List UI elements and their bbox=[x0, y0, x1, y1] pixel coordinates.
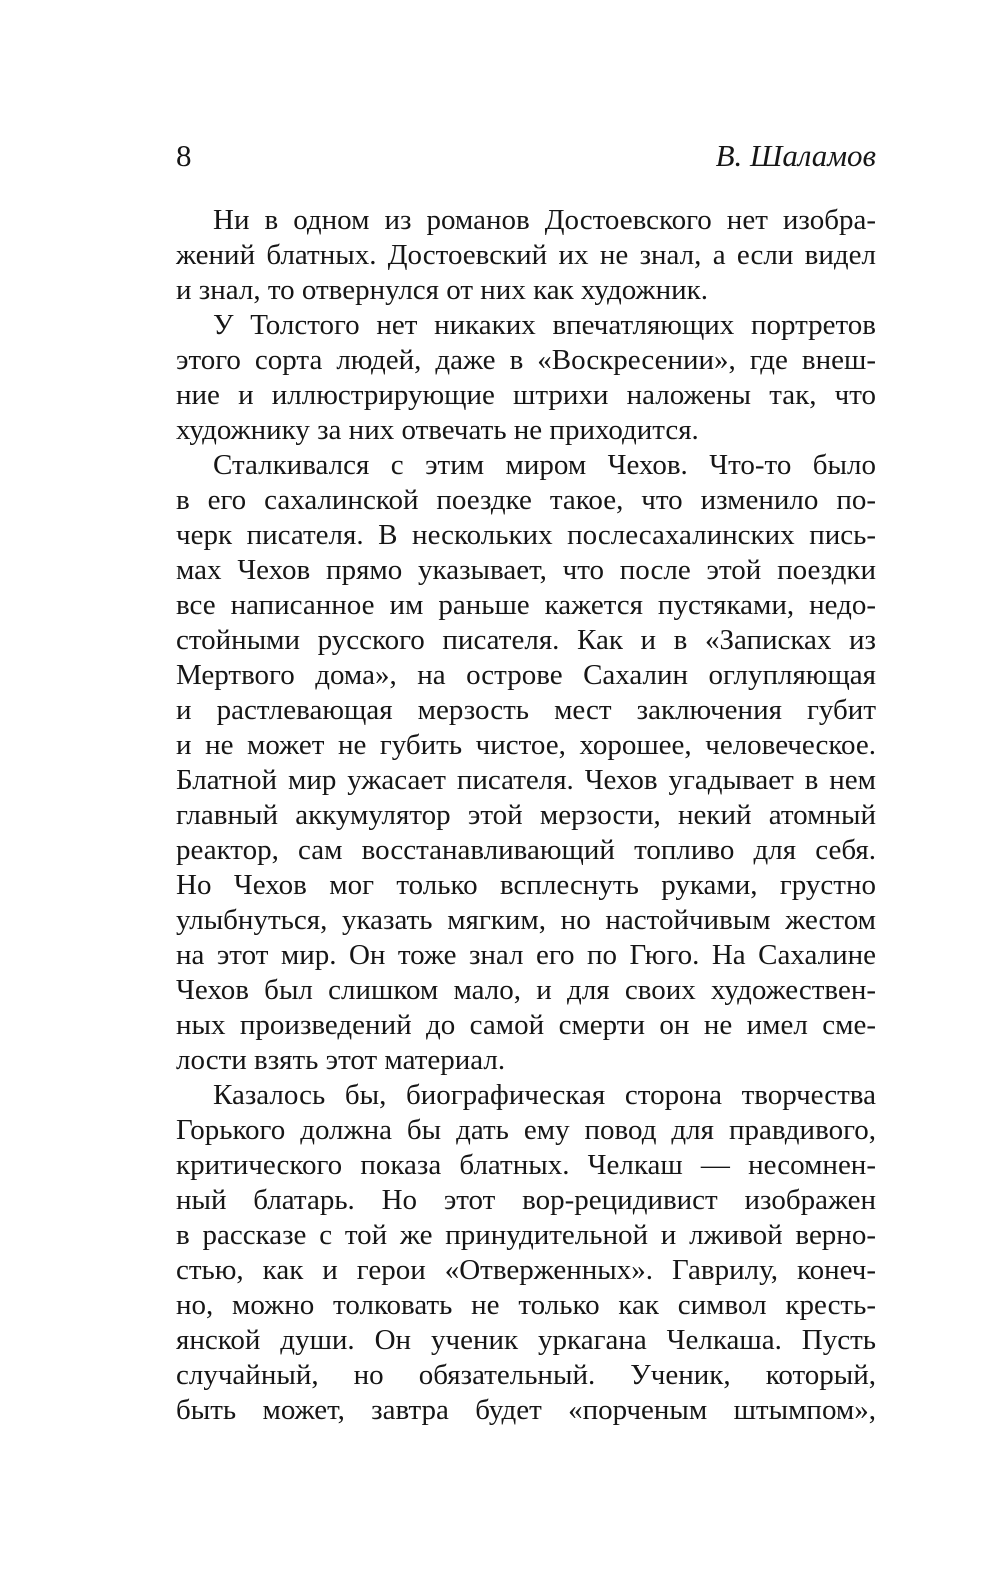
body-text bbox=[176, 203, 876, 1428]
text-line: и растлевающая мерзость мест заключения губит bbox=[176, 694, 876, 726]
text-line: Мертвого дома», на острове Сахалин оглупляющая bbox=[176, 659, 876, 691]
paragraph-dostoevsky bbox=[176, 203, 876, 308]
text-line: У Толстого нет никаких впечатляющих портретов bbox=[213, 309, 876, 341]
paragraph-tolstoy bbox=[176, 308, 876, 448]
page-number: 8 bbox=[176, 138, 192, 173]
text-line: улыбнуться, указать мягким, но настойчивым жестом bbox=[176, 904, 876, 936]
text-line: на этот мир. Он тоже знал его по Гюго. На Сахалине bbox=[176, 939, 876, 971]
text-line: этого сорта людей, даже в «Воскресении», где внеш- bbox=[176, 344, 876, 376]
text-line: и знал, то отвернулся от них как художник. bbox=[176, 274, 708, 306]
text-line: в его сахалинской поездке такое, что изменило по- bbox=[176, 484, 876, 516]
text-line: стью, как и герои «Отверженных». Гаврилу, конеч- bbox=[176, 1254, 876, 1286]
text-line: Сталкивался с этим миром Чехов. Что-то было bbox=[213, 449, 876, 481]
running-head bbox=[176, 136, 876, 176]
text-line: быть может, завтра будет «порченым штымпом», bbox=[176, 1394, 876, 1426]
text-line: ный блатарь. Но этот вор-рецидивист изображен bbox=[176, 1184, 876, 1216]
paragraph-gorky bbox=[176, 1078, 876, 1428]
text-line: ных произведений до самой смерти он не имел сме- bbox=[176, 1009, 876, 1041]
author-name: В. Шаламов bbox=[715, 138, 876, 173]
text-line: художнику за них отвечать не приходится. bbox=[176, 414, 699, 446]
text-line: Блатной мир ужасает писателя. Чехов угадывает в нем bbox=[176, 764, 876, 796]
text-line: янской души. Он ученик уркагана Челкаша. Пусть bbox=[176, 1324, 876, 1356]
text-line: стойными русского писателя. Как и в «Записках из bbox=[176, 624, 876, 656]
text-line: и не может не губить чистое, хорошее, человеческое. bbox=[176, 729, 876, 761]
text-line: лости взять этот материал. bbox=[176, 1044, 506, 1076]
text-line: жений блатных. Достоевский их не знал, а если видел bbox=[176, 239, 876, 271]
text-line: в рассказе с той же принудительной и лживой верно- bbox=[176, 1219, 876, 1251]
text-line: все написанное им раньше кажется пустяками, недо- bbox=[176, 589, 876, 621]
text-line: Горького должна бы дать ему повод для правдивого, bbox=[176, 1114, 876, 1146]
text-line: реактор, сам восстанавливающий топливо для себя. bbox=[176, 834, 876, 866]
text-line: черк писателя. В нескольких послесахалинских пись- bbox=[176, 519, 876, 551]
text-line: Ни в одном из романов Достоевского нет изобра- bbox=[213, 204, 876, 236]
text-line: ние и иллюстрирующие штрихи наложены так, что bbox=[176, 379, 876, 411]
paragraph-chekhov bbox=[176, 448, 876, 1078]
text-line: Но Чехов мог только всплеснуть руками, грустно bbox=[176, 869, 876, 901]
text-line: критического показа блатных. Челкаш — несомнен- bbox=[176, 1149, 876, 1181]
text-line: главный аккумулятор этой мерзости, некий атомный bbox=[176, 799, 876, 831]
text-line: но, можно толковать не только как символ кресть- bbox=[176, 1289, 876, 1321]
text-line: мах Чехов прямо указывает, что после этой поездки bbox=[176, 554, 876, 586]
text-line: случайный, но обязательный. Ученик, который, bbox=[176, 1359, 876, 1391]
text-line: Казалось бы, биографическая сторона творчества bbox=[213, 1079, 876, 1111]
text-line: Чехов был слишком мало, и для своих художествен- bbox=[176, 974, 876, 1006]
